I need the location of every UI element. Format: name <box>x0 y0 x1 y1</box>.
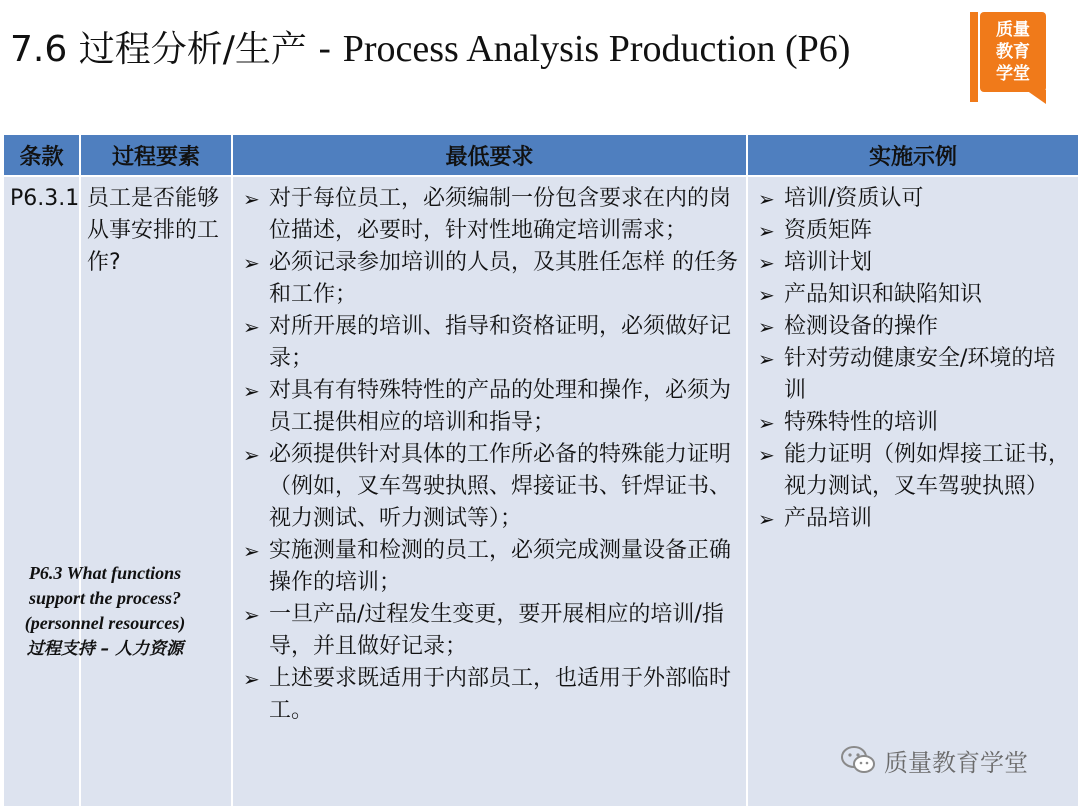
clause-sub-en-2: What functions support the process? (personnel resources) <box>24 563 186 633</box>
bullet-arrow-icon: ➢ <box>758 187 775 211</box>
logo-line-2: 教育 <box>996 42 1030 62</box>
requirements-list <box>239 183 742 727</box>
example-item <box>754 439 1074 503</box>
bullet-arrow-icon: ➢ <box>758 347 775 371</box>
example-item <box>754 503 1074 535</box>
bullet-arrow-icon: ➢ <box>243 443 260 467</box>
example-item <box>754 407 1074 439</box>
example-item-text: 检测设备的操作 <box>784 314 939 339</box>
table-row <box>3 176 1079 807</box>
example-item <box>754 215 1074 247</box>
bullet-arrow-icon: ➢ <box>758 283 775 307</box>
example-item <box>754 311 1074 343</box>
bullet-arrow-icon: ➢ <box>758 219 775 243</box>
bullet-arrow-icon: ➢ <box>243 379 260 403</box>
example-item <box>754 343 1074 407</box>
requirement-item <box>239 535 742 599</box>
cell-requirements <box>232 176 747 807</box>
example-item-text: 产品培训 <box>784 506 873 531</box>
logo-notch <box>1026 90 1046 104</box>
header-element: 过程要素 <box>80 134 232 176</box>
page-title <box>10 18 850 78</box>
bullet-arrow-icon: ➢ <box>243 251 260 275</box>
bullet-arrow-icon: ➢ <box>758 411 775 435</box>
clause-number: P6.3.1 <box>10 186 80 211</box>
requirement-item-text: 上述要求既适用于内部员工，也适用于外部临时工。 <box>269 666 732 723</box>
requirement-item-text: 必须记录参加培训的人员，及其胜任怎样 的任务和工作； <box>269 250 738 307</box>
requirement-item <box>239 311 742 375</box>
requirement-item-text: 必须提供针对具体的工作所必备的特殊能力证明（例如，叉车驾驶执照、焊接证书、钎焊证书、视力测试、听力测试等）； <box>269 442 732 531</box>
bullet-arrow-icon: ➢ <box>243 315 260 339</box>
requirement-item-text: 对于每位员工，必须编制一份包含要求在内的岗位描述，必要时，针对性地确定培训需求； <box>269 186 732 243</box>
example-item-text: 培训计划 <box>784 250 873 275</box>
example-item-text: 针对劳动健康安全/环境的培训 <box>784 346 1056 403</box>
logo-line-1: 质量 <box>996 20 1030 40</box>
bullet-arrow-icon: ➢ <box>243 603 260 627</box>
example-item-text: 特殊特性的培训 <box>784 410 939 435</box>
bullet-arrow-icon: ➢ <box>758 251 775 275</box>
requirement-item-text: 一旦产品/过程发生变更，要开展相应的培训/指导，并且做好记录； <box>269 602 724 659</box>
bullet-arrow-icon: ➢ <box>758 443 775 467</box>
cell-element <box>80 176 232 807</box>
logo-line-3: 学堂 <box>996 64 1030 84</box>
clause-sub-en-1: P6.3 <box>28 563 63 583</box>
element-text: 员工是否能够从事安排的工作? <box>87 186 220 275</box>
header-requirements: 最低要求 <box>232 134 747 176</box>
cell-examples <box>747 176 1079 807</box>
logo-box <box>980 12 1046 92</box>
requirement-item <box>239 183 742 247</box>
example-item <box>754 247 1074 279</box>
example-item-text: 资质矩阵 <box>784 218 873 243</box>
example-item-text: 产品知识和缺陷知识 <box>784 282 983 307</box>
requirement-item-text: 实施测量和检测的员工，必须完成测量设备正确操作的培训； <box>269 538 732 595</box>
clause-subtitle <box>10 561 200 662</box>
requirement-item <box>239 439 742 535</box>
requirement-item <box>239 663 742 727</box>
title-zh: 7.6 过程分析/生产 - <box>10 29 343 70</box>
requirement-item <box>239 247 742 311</box>
requirement-item <box>239 375 742 439</box>
example-item-text: 培训/资质认可 <box>784 186 924 211</box>
bullet-arrow-icon: ➢ <box>243 667 260 691</box>
example-item <box>754 279 1074 311</box>
example-item <box>754 183 1074 215</box>
title-en: Process Analysis Production (P6) <box>342 28 851 70</box>
examples-list <box>754 183 1074 535</box>
bullet-arrow-icon: ➢ <box>758 315 775 339</box>
requirements-table <box>2 133 1080 808</box>
watermark-text: 质量教育学堂 <box>884 748 1028 777</box>
table-header-row <box>3 134 1079 176</box>
header-examples: 实施示例 <box>747 134 1079 176</box>
example-item-text: 能力证明（例如焊接工证书，视力测试，叉车驾驶执照） <box>784 442 1071 499</box>
requirement-item-text: 对具有有特殊特性的产品的处理和操作，必须为员工提供相应的培训和指导； <box>269 378 732 435</box>
requirement-item-text: 对所开展的培训、指导和资格证明，必须做好记录； <box>269 314 732 371</box>
header-clause: 条款 <box>3 134 80 176</box>
bullet-arrow-icon: ➢ <box>758 507 775 531</box>
clause-sub-zh: 过程支持 – 人力资源 <box>26 639 184 659</box>
requirement-item <box>239 599 742 663</box>
brand-logo <box>970 12 1048 104</box>
logo-tag <box>970 12 978 102</box>
wechat-icon <box>840 745 876 775</box>
watermark <box>840 740 1028 780</box>
bullet-arrow-icon: ➢ <box>243 539 260 563</box>
bullet-arrow-icon: ➢ <box>243 187 260 211</box>
